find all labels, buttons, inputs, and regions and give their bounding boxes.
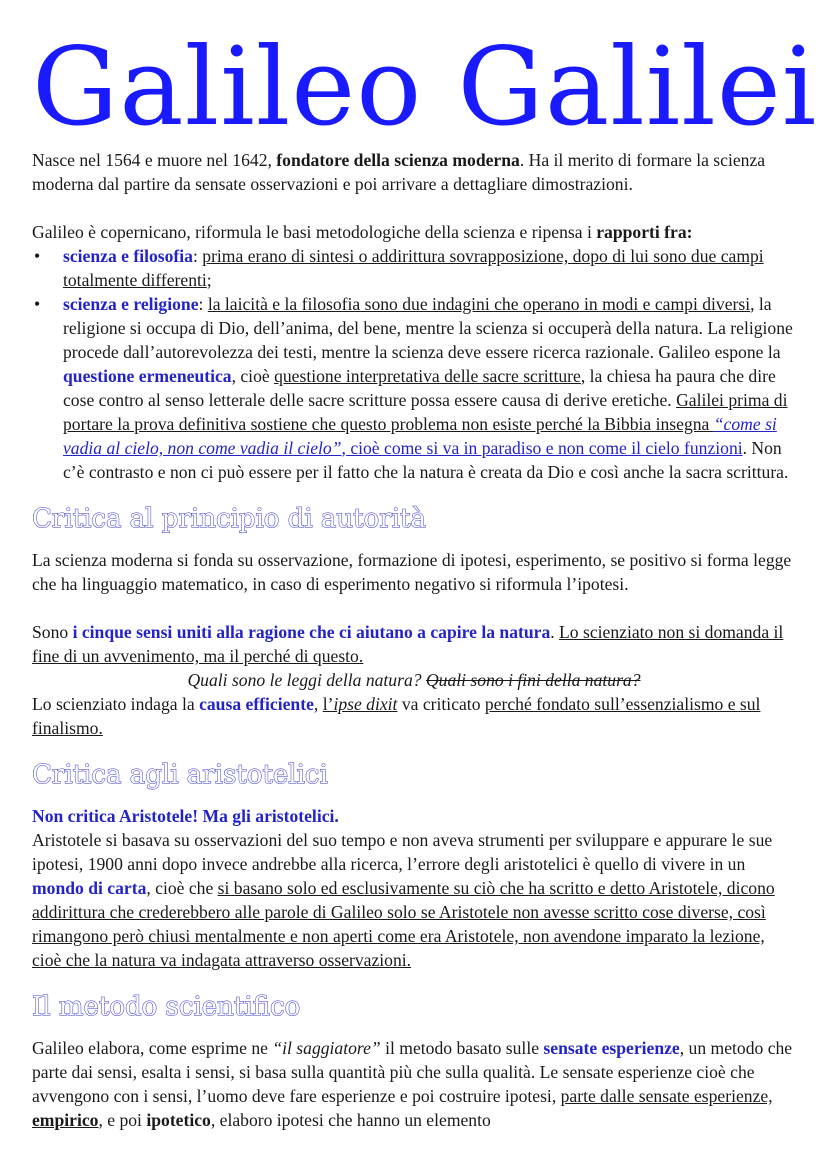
bullet-end: ; <box>206 270 212 290</box>
empirico-bold: empirico <box>32 1110 99 1130</box>
senses-text: . <box>550 622 560 642</box>
senses-paragraph <box>32 620 796 668</box>
copernicus-bold: rapporti fra: <box>596 222 693 242</box>
cause-underlined: perché fondato sull’essenzialismo e sul finalismo. <box>32 694 761 738</box>
senses-bold: i cinque sensi uniti alla ragione che ci aiutano a capire la natura <box>72 622 551 642</box>
cause-text: Lo scienziato indaga la <box>32 694 200 714</box>
aristotelians-underlined: si basano solo ed esclusivamente su ciò che ha scritto e detto Aristotele, dicono addirittura che crederebbero alle parole di Galileo solo se Aristotele non avesse scritto cose diverse, così rimangono però chiusi mentalmente e non aperti come era Aristotele, non avendone imparato la lezione, cioè che la natura va indagata attraverso osservazioni. <box>32 878 775 970</box>
section-heading-aristotelians: Critica agli aristotelici <box>32 760 328 790</box>
ipse-dixit: ipse dixit <box>333 694 398 714</box>
bullet-underlined: questione interpretativa delle sacre scritture <box>274 366 581 386</box>
questions-line <box>32 668 796 692</box>
cause-bold: causa efficiente <box>199 694 314 714</box>
method-text: , elaboro ipotesi che hanno un elemento <box>210 1110 491 1130</box>
bullet-underlined: la laicità e la filosofia sono due indagini che operano in modi e campi diversi <box>207 294 751 314</box>
question-ends-struck: Quali sono i fini della natura? <box>425 670 641 690</box>
method-text: Galileo elabora, come esprime ne <box>32 1038 273 1058</box>
paper-world-bold: mondo di carta <box>32 878 147 898</box>
list-item <box>32 292 796 484</box>
ipotetico-bold: ipotetico <box>146 1110 211 1130</box>
intro-text-end: . Ha il merito di formare la scienza moderna dal partire da sensate osservazioni e poi arrivare a dettagliare dimostrazioni. <box>32 150 766 194</box>
copernicus-text: Galileo è copernicano, riformula le basi metodologiche della scienza e ripensa i <box>32 222 597 242</box>
bullet-text: , cioè <box>231 366 275 386</box>
bullet-underlined: prima erano di sintesi o addirittura sovrapposizione, dopo di lui sono due campi totalmente differenti <box>63 246 764 290</box>
method-text: , un metodo che parte dai sensi, esalta i sensi, si basa sulla quantità più che sulla qualità. Le sensate esperienze cioè che avvengono con i sensi, l’uomo deve fare esperienze e poi costruire ipotesi, <box>32 1038 793 1106</box>
relations-list <box>32 244 796 484</box>
spacer <box>32 196 796 220</box>
aristotelians-paragraph <box>32 828 796 972</box>
cause-text: , <box>313 694 323 714</box>
intro-bold: fondatore della scienza moderna <box>276 150 520 170</box>
senses-underlined: Lo scienziato non si domanda il fine di un avvenimento, ma il perché di questo. <box>32 622 784 666</box>
bullet-colon: : <box>192 246 203 266</box>
list-item <box>32 244 796 292</box>
method-paragraph <box>32 1036 796 1132</box>
document-title: Galileo Galilei <box>32 25 818 150</box>
spacer <box>32 596 796 620</box>
section-heading-authority: Critica al principio di autorità <box>32 504 426 534</box>
bullet-underlined: Galilei prima di portare la prova definitiva sostiene che questo problema non esiste perché la Bibbia insegna <box>63 390 788 434</box>
aristotelians-text: , cioè che <box>146 878 218 898</box>
question-laws: Quali sono le leggi della natura? <box>187 670 426 690</box>
science-paragraph <box>32 548 796 596</box>
document-body <box>32 148 796 1132</box>
method-underlined: parte dalle sensate esperienze, <box>560 1086 773 1106</box>
aristotelians-lead: Non critica Aristotele! Ma gli aristotelici. <box>32 806 339 826</box>
sensate-esperienze-bold: sensate esperienze <box>543 1038 680 1058</box>
method-text: , e poi <box>98 1110 147 1130</box>
bullet-text: . Non c’è contrasto e non ci può essere per il fatto che la natura è creata da Dio e così anche la sacra scrittura. <box>63 438 789 482</box>
bullet-underlined-blue: , cioè come si va in paradiso e non come il cielo funzioni <box>341 438 743 458</box>
bullet-text: , la chiesa ha paura che dire cose contro al senso letterale delle sacre scritture possa essere causa di derive eretiche. <box>63 366 776 410</box>
copernicus-paragraph <box>32 220 796 244</box>
bullet-term: scienza e religione <box>63 294 199 314</box>
bullet-text: , la religione si occupa di Dio, dell’anima, del bene, mentre la scienza si occuperà della natura. La religione procede dall’autorevolezza dei testi, mentre la scienza deve essere ricerca razionale. Galileo espone la <box>63 294 793 362</box>
intro-paragraph <box>32 148 796 196</box>
science-text: La scienza moderna si fonda su osservazione, formazione di ipotesi, esperimento, se positivo si forma legge che ha linguaggio matematico, in caso di esperimento negativo si riformula l’ipotesi. <box>32 550 792 594</box>
cause-paragraph <box>32 692 796 740</box>
bullet-bold: questione ermeneutica <box>63 366 232 386</box>
saggiatore-italic: “il saggiatore” <box>272 1038 381 1058</box>
method-text: il metodo basato sulle <box>380 1038 544 1058</box>
aristotelians-text: Aristotele si basava su osservazioni del suo tempo e non aveva strumenti per sviluppare e appurare le sue ipotesi, 1900 anni dopo invece andrebbe alla ricerca, l’errore degli aristotelici è quello di vivere in un <box>32 830 773 874</box>
senses-text: Sono <box>32 622 73 642</box>
bullet-term: scienza e filosofia <box>63 246 193 266</box>
section-heading-method: Il metodo scientifico <box>32 992 301 1022</box>
cause-text: va criticato <box>397 694 485 714</box>
bullet-colon: : <box>198 294 208 314</box>
bible-quote: “come si vadia al cielo, non come vadia il cielo” <box>63 414 777 458</box>
ipse-dixit-prefix: l’ <box>322 694 334 714</box>
intro-text: Nasce nel 1564 e muore nel 1642, <box>32 150 277 170</box>
